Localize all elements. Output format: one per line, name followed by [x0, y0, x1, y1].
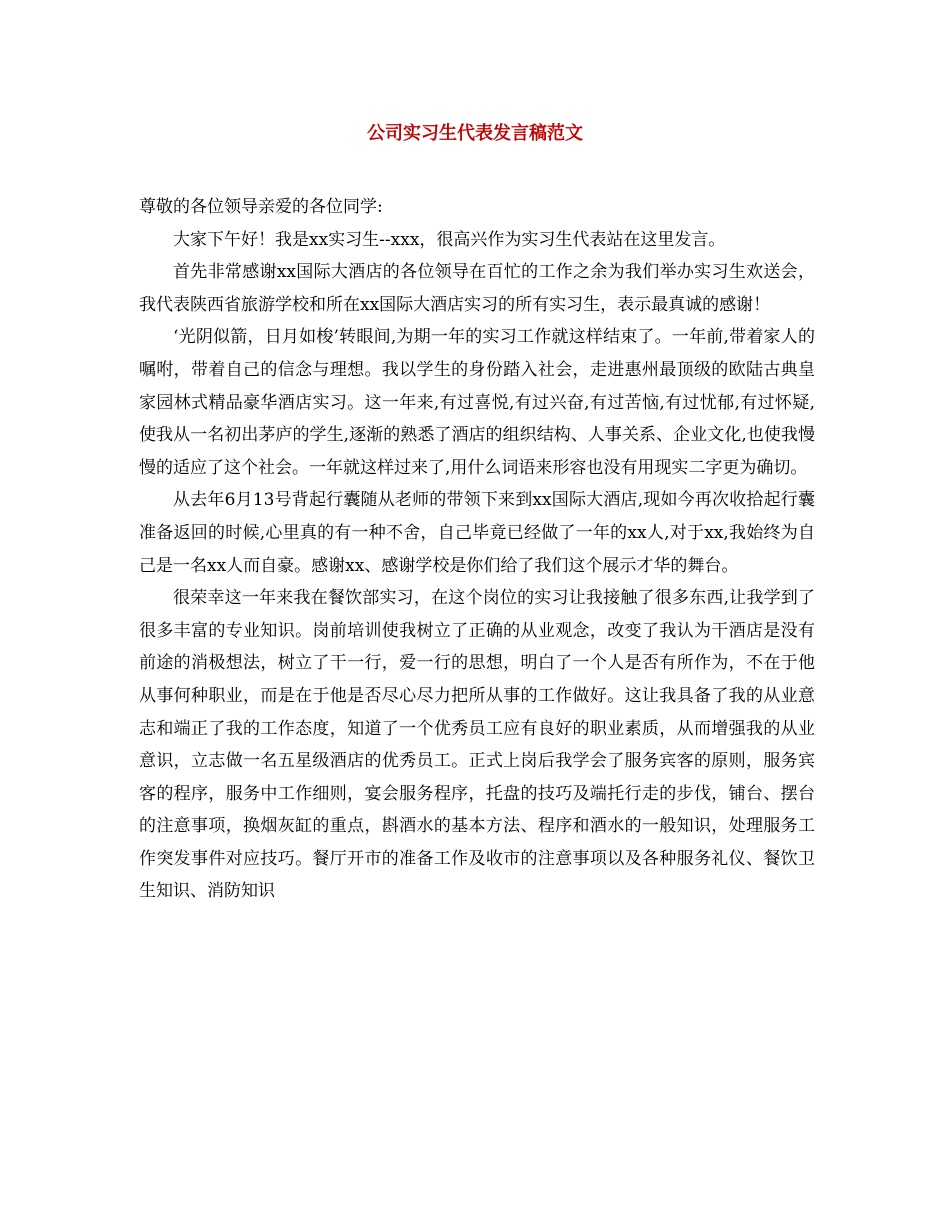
paragraph-3: ‘光阴似箭，日月如梭’转眼间,为期一年的实习工作就这样结束了。一年前,带着家人的嘱咐，带着自己的信念与理想。我以学生的身份踏入社会，走进惠州最顶级的欧陆古典皇家园林式精品豪华酒店实习。这一年来,有过喜悦,有过兴奋,有过苦恼,有过忧郁,有过怀疑,使我从一名初出茅庐的学生,逐渐的熟悉了酒店的组织结构、人事关系、企业文化,也使我慢慢的适应了这个社会。一年就这样过来了,用什么词语来形容也没有用现实二字更为确切。 [139, 327, 815, 478]
document-body [139, 191, 815, 908]
paragraph-5: 很荣幸这一年来我在餐饮部实习，在这个岗位的实习让我接触了很多东西,让我学到了很多丰富的专业知识。岗前培训使我树立了正确的从业观念，改变了我认为干酒店是没有前途的消极想法，树立了干一行，爱一行的思想，明白了一个人是否有所作为，不在于他从事何种职业，而是在于他是否尽心尽力把所从事的工作做好。这让我具备了我的从业意志和端正了我的工作态度，知道了一个优秀员工应有良好的职业素质，从而增强我的从业意识，立志做一名五星级酒店的优秀员工。正式上岗后我学会了服务宾客的原则，服务宾客的程序，服务中工作细则，宴会服务程序，托盘的技巧及端托行走的步伐，铺台、摆台的注意事项，换烟灰缸的重点，斟酒水的基本方法、程序和酒水的一般知识，处理服务工作突发事件对应技巧。餐厅开市的准备工作及收市的注意事项以及各种服务礼仪、餐饮卫生知识、消防知识 [139, 588, 815, 902]
paragraph-2: 首先非常感谢xx国际大酒店的各位领导在百忙的工作之余为我们举办实习生欢送会，我代表陕西省旅游学校和所在xx国际大酒店实习的所有实习生，表示最真诚的感谢！ [139, 262, 815, 315]
salutation: 尊敬的各位领导亲爱的各位同学: [139, 197, 383, 217]
paragraph-4: 从去年6月13号背起行囊随从老师的带领下来到xx国际大酒店,现如今再次收拾起行囊准备返回的时候,心里真的有一种不舍，自己毕竟已经做了一年的xx人,对于xx,我始终为自己是一名xx人而自豪。感谢xx、感谢学校是你们给了我们这个展示才华的舞台。 [139, 490, 815, 576]
document-title: 公司实习生代表发言稿范文 [367, 123, 583, 144]
paragraph-1: 大家下午好！我是xx实习生--xxx，很高兴作为实习生代表站在这里发言。 [173, 229, 726, 250]
